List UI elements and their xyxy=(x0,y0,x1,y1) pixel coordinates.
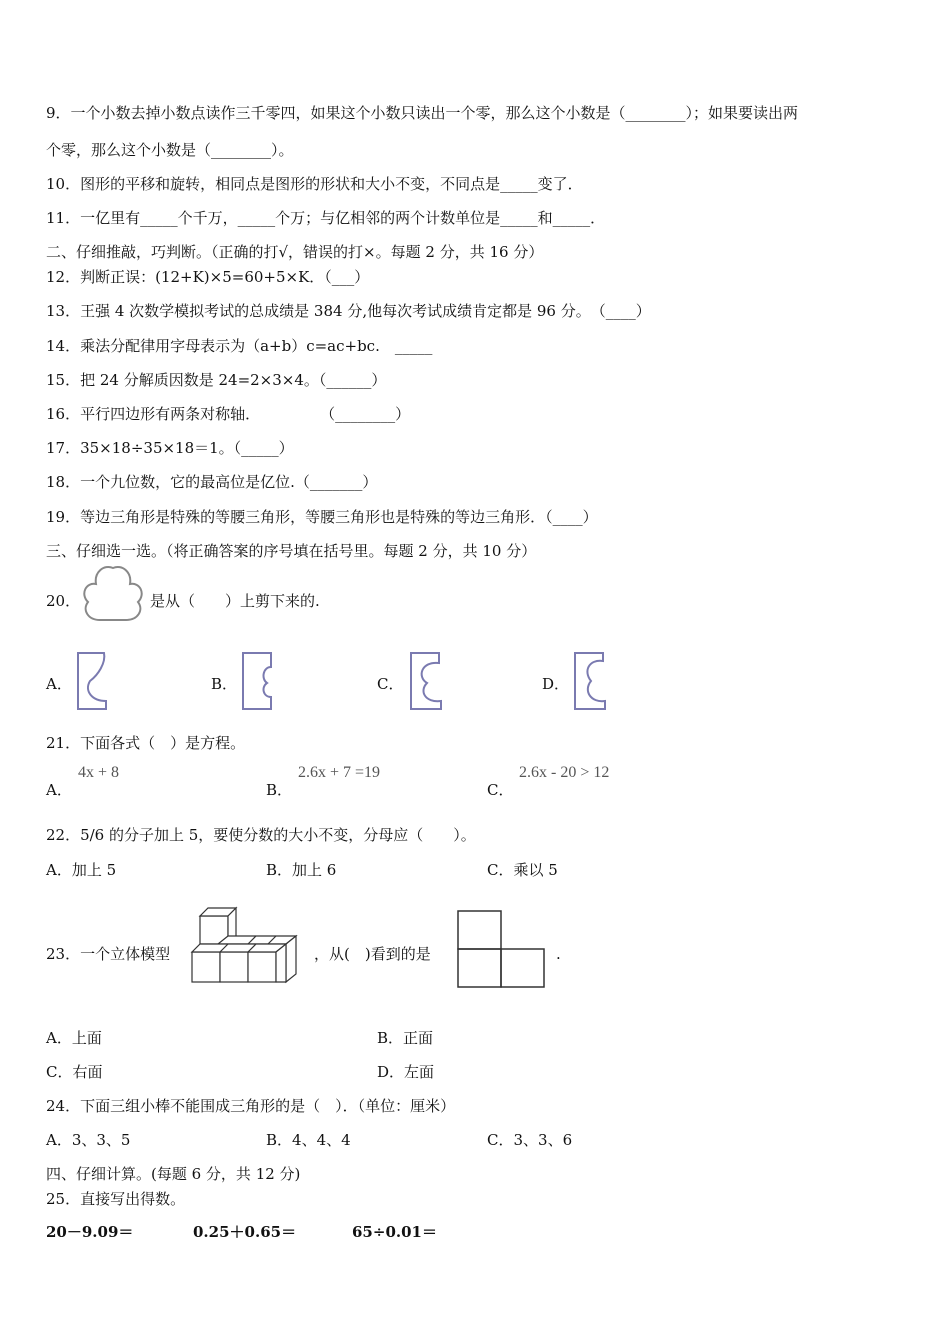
q22-option-a: A．加上 5 xyxy=(46,861,117,879)
q9-line1: 9．一个小数去掉小数点读作三千零四，如果这个小数只读出一个零，那么这个小数是（________）；如果要读出两 xyxy=(46,104,799,122)
q25-item-3: 65÷0.01＝ xyxy=(352,1223,437,1241)
cut-paper-option-c-icon[interactable] xyxy=(409,651,443,711)
q13: 13．王强 4 次数学模拟考试的总成绩是 384 分,他每次考试成绩肯定都是 96 分。 （____） xyxy=(46,302,651,320)
q15: 15．把 24 分解质因数是 24=2×3×4。（______） xyxy=(46,371,387,389)
q21-option-b-label: B． xyxy=(266,781,293,799)
q20-number: 20． xyxy=(46,592,81,610)
q22: 22．5/6 的分子加上 5，要使分数的大小不变，分母应（ ）。 xyxy=(46,826,476,844)
q12: 12．判断正误：(12+K)×5=60+5×K．（___） xyxy=(46,268,370,286)
q20-option-c-label: C． xyxy=(377,675,404,693)
clover-shape-icon xyxy=(80,562,146,626)
q23-option-a: A．上面 xyxy=(46,1029,102,1047)
section-2-heading: 二、仔细推敲，巧判断。（正确的打√，错误的打×。每题 2 分，共 16 分） xyxy=(46,243,544,261)
q21-option-a-expr: 4x + 8 xyxy=(78,764,120,781)
q17: 17．35×18÷35×18＝1。（_____） xyxy=(46,439,294,457)
q25-item-2: 0.25＋0.65＝ xyxy=(193,1223,297,1241)
q21-option-c-label: C． xyxy=(487,781,514,799)
cut-paper-option-b-icon[interactable] xyxy=(241,651,275,711)
cube-model-icon xyxy=(190,904,300,986)
q23-end: . xyxy=(556,945,561,963)
q23-mid-text: ，从( )看到的是 xyxy=(314,945,431,963)
q25-item-1: 20－9.09＝ xyxy=(46,1223,134,1241)
q21-option-c-expr: 2.6x - 20 > 12 xyxy=(519,764,610,781)
q20-text: 是从（ ）上剪下来的. xyxy=(150,592,320,610)
q9-line2: 个零，那么这个小数是（________）。 xyxy=(46,141,294,159)
q25: 25．直接写出得数。 xyxy=(46,1190,186,1208)
view-shape-icon xyxy=(456,909,548,991)
q20-option-b-label: B． xyxy=(211,675,238,693)
q24-option-c: C．3、3、6 xyxy=(487,1131,573,1149)
q14: 14．乘法分配律用字母表示为（a+b）c=ac+bc. _____ xyxy=(46,337,433,355)
q20-option-a-label: A． xyxy=(46,675,72,693)
q21-option-b-expr: 2.6x + 7 =19 xyxy=(298,764,381,781)
q24: 24．下面三组小棒不能围成三角形的是（ ）．（单位：厘米） xyxy=(46,1097,456,1115)
q21-option-a-label: A． xyxy=(46,781,72,799)
q23-option-b: B．正面 xyxy=(377,1029,434,1047)
section-3-heading: 三、仔细选一选。（将正确答案的序号填在括号里。每题 2 分，共 10 分） xyxy=(46,542,537,560)
q18: 18．一个九位数，它的最高位是亿位.（_______） xyxy=(46,473,378,491)
q11: 11．一亿里有_____个千万，_____个万；与亿相邻的两个计数单位是_____和_____． xyxy=(46,209,606,227)
q23-option-d: D．左面 xyxy=(377,1063,435,1081)
q22-option-b: B．加上 6 xyxy=(266,861,337,879)
q20-option-d-label: D． xyxy=(542,675,570,693)
q24-option-a: A．3、3、5 xyxy=(46,1131,131,1149)
q24-option-b: B．4、4、4 xyxy=(266,1131,351,1149)
q21: 21．下面各式（ ）是方程。 xyxy=(46,734,246,752)
q23-text: 23．一个立体模型 xyxy=(46,945,171,963)
q19: 19．等边三角形是特殊的等腰三角形，等腰三角形也是特殊的等边三角形．（____） xyxy=(46,508,598,526)
q23-option-c: C．右面 xyxy=(46,1063,103,1081)
q16: 16．平行四边形有两条对称轴． （________） xyxy=(46,405,411,423)
q22-option-c: C．乘以 5 xyxy=(487,861,558,879)
q10: 10．图形的平移和旋转，相同点是图形的形状和大小不变，不同点是_____变了． xyxy=(46,175,583,193)
section-4-heading: 四、仔细计算。(每题 6 分，共 12 分) xyxy=(46,1165,301,1183)
cut-paper-option-a-icon[interactable] xyxy=(76,651,108,711)
cut-paper-option-d-icon[interactable] xyxy=(573,651,607,711)
